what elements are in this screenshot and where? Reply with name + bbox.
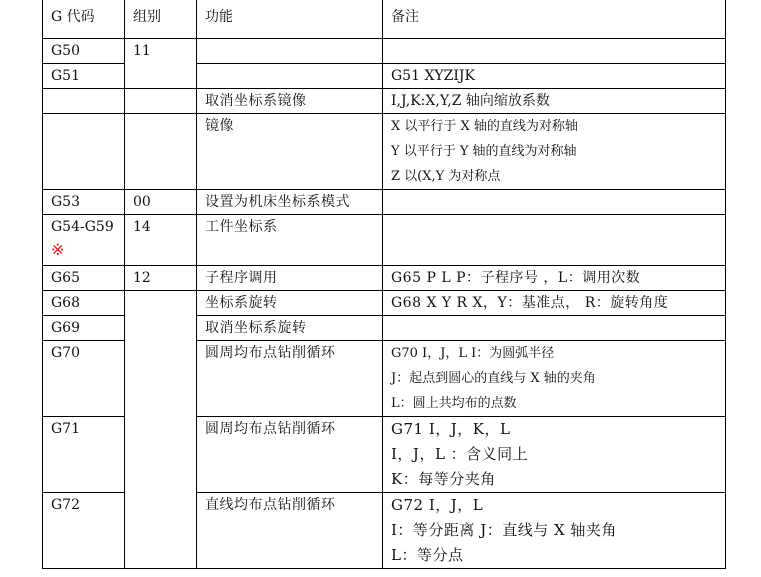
note-cell — [383, 493, 726, 569]
group-cell: 12 — [125, 266, 197, 291]
function-cell: 工件坐标系 — [197, 215, 383, 266]
code-cell: G69 — [43, 316, 125, 341]
note-line: J：起点到圆心的直线与 X 轴的夹角 — [391, 371, 596, 386]
header-code: G 代码 — [43, 0, 125, 39]
code-cell: G71 — [43, 417, 125, 493]
function-cell: 取消坐标系旋转 — [197, 316, 383, 341]
table-row — [43, 215, 726, 266]
code-cell: G72 — [43, 493, 125, 569]
code-cell: G70 — [43, 341, 125, 417]
code-cell: G65 — [43, 266, 125, 291]
header-row — [43, 0, 726, 39]
reference-mark: ※ — [51, 240, 65, 259]
header-group: 组别 — [125, 0, 197, 39]
table-row — [43, 89, 726, 114]
code-cell: G53 — [43, 190, 125, 215]
note-cell — [383, 341, 726, 417]
note-line: G70 I，J，L I：为圆弧半径 — [391, 346, 555, 361]
code-cell: G51 — [43, 64, 125, 89]
function-cell: 圆周均布点钻削循环 — [197, 417, 383, 493]
table-row — [43, 266, 726, 291]
header-function: 功能 — [197, 0, 383, 39]
table-row — [43, 291, 726, 316]
code-cell: G50 — [43, 39, 125, 64]
table-row — [43, 114, 726, 190]
g-code-table — [42, 0, 726, 569]
header-note: 备注 — [383, 0, 726, 39]
note-line: Y 以平行于 Y 轴的直线为对称轴 — [391, 144, 577, 159]
note-cell: G68 X Y R X，Y：基准点， R：旋转角度 — [383, 291, 726, 316]
code-cell: G68 — [43, 291, 125, 316]
function-cell: 镜像 — [197, 114, 383, 190]
note-cell — [383, 114, 726, 190]
note-line: K：每等分夹角 — [391, 470, 496, 488]
function-cell: 坐标系旋转 — [197, 291, 383, 316]
note-line: I，J，L ：含义同上 — [391, 445, 529, 463]
note-line: G72 I，J，L — [391, 496, 484, 514]
group-cell: 00 — [125, 190, 197, 215]
note-line: L：等分点 — [391, 546, 464, 564]
code-cell: G54-G59 ※ — [43, 215, 125, 266]
group-cell: 11 — [125, 39, 197, 89]
table-row — [43, 39, 726, 64]
note-cell — [383, 417, 726, 493]
note-line: X 以平行于 X 轴的直线为对称轴 — [391, 119, 578, 134]
note-line: I：等分距离 J：直线与 X 轴夹角 — [391, 521, 617, 539]
group-cell: 14 — [125, 215, 197, 266]
note-line: G71 I，J，K，L — [391, 420, 511, 438]
function-cell: 取消坐标系镜像 — [197, 89, 383, 114]
function-cell: 子程序调用 — [197, 266, 383, 291]
function-cell: 直线均布点钻削循环 — [197, 493, 383, 569]
function-cell: 设置为机床坐标系模式 — [197, 190, 383, 215]
note-line: L：圆上共均布的点数 — [391, 396, 517, 411]
note-line: Z 以(X,Y 为对称点 — [391, 169, 501, 184]
table-row — [43, 190, 726, 215]
note-cell: I,J,K:X,Y,Z 轴向缩放系数 — [383, 89, 726, 114]
note-cell: G65 P L P：子程序号 ，L：调用次数 — [383, 266, 726, 291]
function-cell: 圆周均布点钻削循环 — [197, 341, 383, 417]
note-cell: G51 XYZIJK — [383, 64, 726, 89]
